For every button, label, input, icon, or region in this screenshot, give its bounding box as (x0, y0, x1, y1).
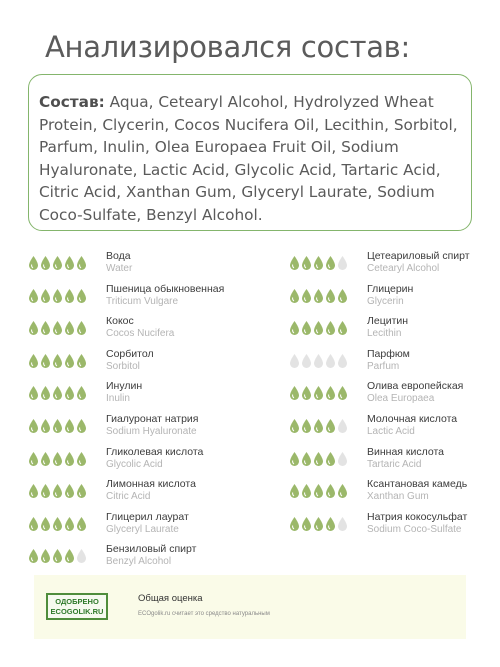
ingredient-name: Винная кислота (367, 445, 445, 458)
drop-filled-icon (64, 385, 75, 401)
ingredient-latin-name: Sodium Hyaluronate (106, 426, 197, 437)
drop-filled-icon (40, 418, 51, 434)
ingredient-name: Пшеница обыкновенная (106, 282, 225, 295)
drop-filled-icon (325, 288, 336, 304)
drop-filled-icon (76, 320, 87, 336)
drop-filled-icon (64, 353, 75, 369)
rating-drops (289, 418, 348, 434)
ingredient-row (289, 415, 489, 441)
drop-filled-icon (28, 288, 39, 304)
drop-filled-icon (40, 255, 51, 271)
rating-drops (289, 288, 348, 304)
drop-filled-icon (64, 418, 75, 434)
ingredient-row (28, 252, 228, 278)
drop-empty-icon (337, 418, 348, 434)
drop-filled-icon (313, 288, 324, 304)
drop-filled-icon (52, 516, 63, 532)
page-title: Анализировался состав: (45, 30, 410, 64)
drop-filled-icon (28, 516, 39, 532)
drop-filled-icon (40, 320, 51, 336)
drop-empty-icon (337, 353, 348, 369)
drop-filled-icon (28, 255, 39, 271)
ingredient-name: Цетеариловый спирт (367, 250, 470, 262)
ingredient-latin-name: Xanthan Gum (367, 491, 429, 503)
rating-drops (28, 516, 87, 532)
ingredient-row (289, 317, 489, 343)
drop-filled-icon (64, 320, 75, 336)
rating-drops (28, 288, 87, 304)
ingredient-row (289, 252, 489, 278)
drop-filled-icon (52, 353, 63, 369)
ingredient-name: Гиалуронат натрия (106, 413, 199, 425)
approved-badge (46, 593, 108, 620)
composition-list: Aqua, Cetearyl Alcohol, Hydrolyzed Wheat Protein, Clycerin, Cocos Nucifera Oil, Lecithin, Sorbitol, Parfum, Inulin, Olea Europaea Fruit Oil, Sodium Hyaluronate, Lactic Acid, Glycolic Acid, Tartaric Acid, Citric Acid, Xanthan Gum, Glyceryl Laurate, Sodium Coco-Sulfate, Benzyl Alcohol. (39, 93, 458, 224)
drop-filled-icon (337, 288, 348, 304)
rating-drops (28, 320, 87, 336)
drop-filled-icon (301, 418, 312, 434)
drop-filled-icon (52, 320, 63, 336)
rating-drops (28, 483, 87, 499)
ingredient-name: Гликолевая кислота (106, 445, 204, 458)
drop-filled-icon (313, 483, 324, 499)
ingredient-name: Инулин (106, 380, 143, 393)
drop-filled-icon (289, 255, 300, 271)
ingredient-latin-name: Triticum Vulgare (106, 295, 179, 307)
drop-filled-icon (289, 320, 300, 336)
ingredient-latin-name: Glycerin (367, 295, 404, 307)
drop-empty-icon (337, 255, 348, 271)
drop-filled-icon (52, 288, 63, 304)
composition-text (39, 91, 461, 226)
drop-filled-icon (76, 255, 87, 271)
badge-line1: ОДОБРЕНО (55, 597, 99, 606)
ingredient-name: Ксантановая камедь (367, 478, 468, 491)
ingredient-latin-name: Glyceryl Laurate (106, 523, 179, 535)
rating-drops (28, 418, 87, 434)
drop-filled-icon (76, 516, 87, 532)
drop-filled-icon (64, 451, 75, 467)
drop-filled-icon (64, 483, 75, 499)
drop-filled-icon (40, 516, 51, 532)
drop-filled-icon (28, 353, 39, 369)
drop-filled-icon (52, 483, 63, 499)
drop-filled-icon (301, 288, 312, 304)
drop-filled-icon (337, 385, 348, 401)
badge-line2: ECOGOLIK.RU (50, 607, 104, 616)
drop-filled-icon (52, 451, 63, 467)
ingredient-row (289, 382, 489, 408)
drop-empty-icon (337, 451, 348, 467)
drop-filled-icon (289, 516, 300, 532)
ingredient-latin-name: Sodium Coco-Sulfate (367, 523, 462, 535)
drop-filled-icon (313, 255, 324, 271)
drop-empty-icon (301, 353, 312, 369)
drop-filled-icon (28, 451, 39, 467)
ingredient-latin-name: Cetearyl Alcohol (367, 263, 440, 274)
ingredient-row (28, 382, 228, 408)
drop-filled-icon (301, 320, 312, 336)
ingredient-row (289, 510, 489, 539)
drop-filled-icon (52, 418, 63, 434)
drop-filled-icon (64, 516, 75, 532)
composition-box (28, 74, 472, 231)
drop-filled-icon (28, 483, 39, 499)
drop-filled-icon (289, 451, 300, 467)
drop-filled-icon (52, 385, 63, 401)
rating-drops (289, 516, 348, 532)
ingredient-name: Глицерил лаурат (106, 510, 189, 523)
drop-empty-icon (337, 516, 348, 532)
drop-filled-icon (40, 385, 51, 401)
drop-filled-icon (289, 288, 300, 304)
rating-drops (289, 353, 348, 369)
rating-drops (289, 385, 348, 401)
rating-drops (289, 255, 348, 271)
ingredient-name: Глицерин (367, 282, 414, 295)
drop-filled-icon (40, 548, 51, 564)
ingredient-latin-name: Sorbitol (106, 360, 140, 372)
drop-filled-icon (301, 451, 312, 467)
drop-filled-icon (76, 288, 87, 304)
ingredient-row (28, 480, 228, 506)
overall-rating-panel (34, 575, 466, 639)
drop-filled-icon (313, 516, 324, 532)
ingredient-name: Молочная кислота (367, 413, 458, 425)
drop-filled-icon (76, 451, 87, 467)
ingredient-row (28, 282, 228, 311)
drop-filled-icon (52, 548, 63, 564)
drop-filled-icon (28, 548, 39, 564)
ingredient-latin-name: Tartaric Acid (367, 458, 422, 470)
rating-drops (28, 353, 87, 369)
drop-filled-icon (325, 255, 336, 271)
ingredient-name: Олива европейская (367, 380, 464, 393)
drop-filled-icon (301, 516, 312, 532)
drop-filled-icon (76, 418, 87, 434)
ingredient-row (28, 347, 228, 376)
rating-drops (28, 548, 87, 564)
overall-text: ECOgolik.ru считает это средство натуральным (138, 611, 270, 617)
ingredient-latin-name: Glycolic Acid (106, 458, 163, 470)
rating-drops (28, 255, 87, 271)
ingredient-name: Лецитин (367, 315, 409, 328)
drop-filled-icon (325, 516, 336, 532)
drop-empty-icon (313, 353, 324, 369)
drop-filled-icon (313, 418, 324, 434)
ingredient-latin-name: Inulin (106, 393, 130, 405)
ingredient-name: Сорбитол (106, 347, 154, 360)
drop-filled-icon (313, 320, 324, 336)
drop-filled-icon (325, 483, 336, 499)
drop-filled-icon (325, 385, 336, 401)
drop-filled-icon (325, 451, 336, 467)
drop-filled-icon (28, 385, 39, 401)
ingredient-name: Кокос (106, 315, 134, 328)
ingredient-latin-name: Citric Acid (106, 491, 151, 503)
ingredient-name: Парфюм (367, 347, 410, 360)
rating-drops (28, 451, 87, 467)
drop-filled-icon (28, 320, 39, 336)
ingredient-latin-name: Lecithin (367, 328, 402, 340)
ingredient-row (289, 282, 489, 311)
drop-filled-icon (76, 385, 87, 401)
ingredient-latin-name: Benzyl Alcohol (106, 556, 172, 568)
ingredient-name: Вода (106, 250, 131, 262)
drop-empty-icon (289, 353, 300, 369)
drop-filled-icon (313, 451, 324, 467)
composition-label: Состав: (39, 93, 105, 111)
ingredient-row (289, 347, 489, 376)
drop-filled-icon (40, 353, 51, 369)
ingredient-row (289, 445, 489, 474)
drop-filled-icon (52, 255, 63, 271)
ingredient-name: Бензиловый спирт (106, 543, 197, 556)
drop-filled-icon (325, 320, 336, 336)
ingredient-row (28, 317, 228, 343)
ingredient-latin-name: Lactic Acid (367, 426, 415, 437)
drop-filled-icon (337, 483, 348, 499)
ingredient-row (28, 445, 228, 474)
drop-filled-icon (313, 385, 324, 401)
drop-filled-icon (301, 483, 312, 499)
ingredient-name: Натрия кокосульфат (367, 510, 468, 523)
drop-filled-icon (76, 483, 87, 499)
drop-filled-icon (325, 418, 336, 434)
drop-filled-icon (337, 320, 348, 336)
ingredient-row (28, 545, 228, 571)
drop-filled-icon (289, 483, 300, 499)
drop-filled-icon (40, 483, 51, 499)
ingredient-latin-name: Parfum (367, 360, 400, 372)
drop-filled-icon (40, 451, 51, 467)
ingredient-latin-name: Olea Europaea (367, 393, 435, 405)
ingredient-row (28, 510, 228, 539)
ingredient-latin-name: Cocos Nucifera (106, 328, 175, 340)
drop-filled-icon (289, 418, 300, 434)
drop-filled-icon (301, 385, 312, 401)
drop-filled-icon (40, 288, 51, 304)
drop-empty-icon (76, 548, 87, 564)
ingredient-name: Лимонная кислота (106, 478, 196, 491)
drop-filled-icon (64, 255, 75, 271)
rating-drops (289, 451, 348, 467)
rating-drops (28, 385, 87, 401)
ingredient-latin-name: Water (106, 263, 133, 274)
ingredient-row (28, 415, 228, 441)
ingredient-row (289, 480, 489, 506)
drop-filled-icon (64, 288, 75, 304)
rating-drops (289, 483, 348, 499)
drop-empty-icon (325, 353, 336, 369)
rating-drops (289, 320, 348, 336)
drop-filled-icon (28, 418, 39, 434)
drop-filled-icon (76, 353, 87, 369)
drop-filled-icon (289, 385, 300, 401)
overall-title: Общая оценка (138, 593, 203, 604)
drop-filled-icon (301, 255, 312, 271)
drop-filled-icon (64, 548, 75, 564)
